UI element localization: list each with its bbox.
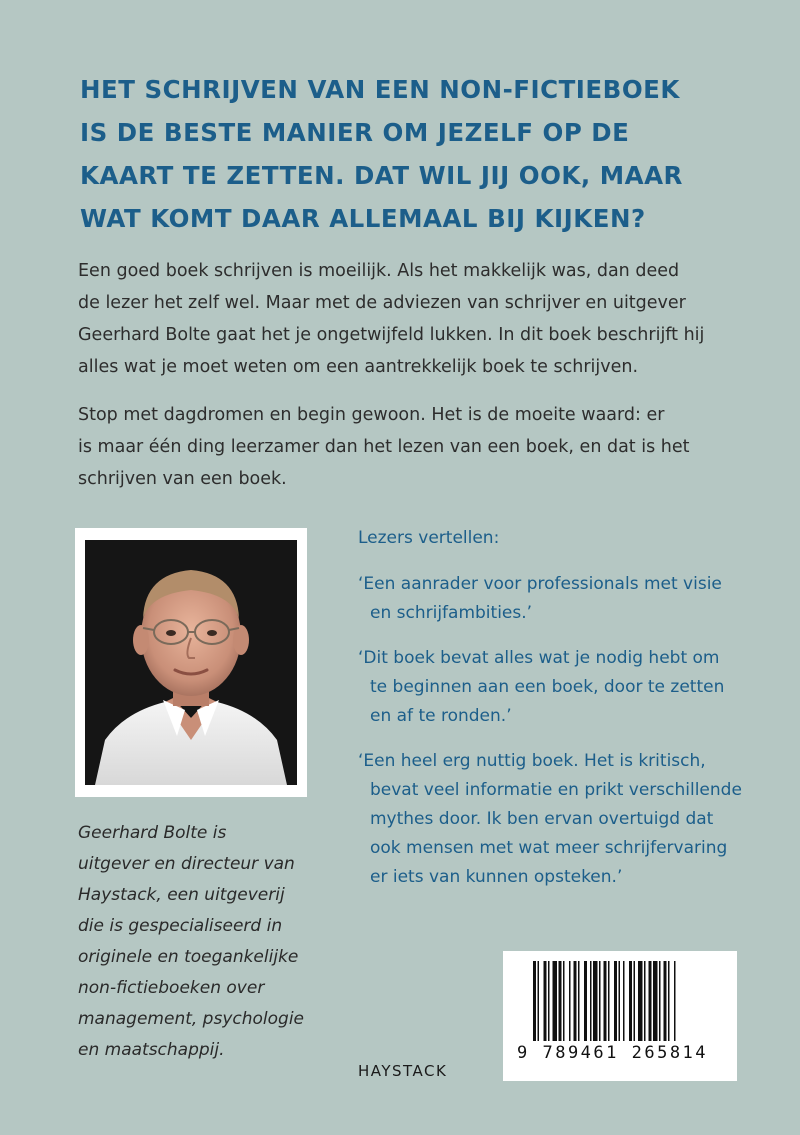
review-quote: [358, 570, 768, 628]
blurb: [78, 255, 758, 511]
headline-line: IS DE BESTE MANIER OM JEZELF OP DE: [80, 118, 630, 147]
barcode-bars: [533, 961, 713, 1041]
review-line: bevat veel informatie en prikt verschillende: [370, 780, 742, 800]
blurb-paragraph-1: [78, 255, 758, 383]
author-bio-line: management, psychologie: [78, 1009, 305, 1029]
blurb-paragraph-2: [78, 399, 758, 495]
blurb-line: de lezer het zelf wel. Maar met de adviezen van schrijver en uitgever: [78, 293, 686, 313]
headline-line: KAART TE ZETTEN. DAT WIL JIJ OOK, MAAR: [80, 161, 683, 190]
reader-reviews: [358, 524, 768, 908]
review-line: en schrijfambities.’: [370, 603, 533, 623]
isbn-number: 9 789461 265814: [517, 1043, 709, 1063]
headline-line: WAT KOMT DAAR ALLEMAAL BIJ KIJKEN?: [80, 204, 646, 233]
author-bio: [78, 818, 328, 1066]
author-bio-line: Geerhard Bolte is: [78, 823, 227, 843]
headline-line: HET SCHRIJVEN VAN EEN NON-FICTIEBOEK: [80, 75, 680, 104]
author-bio-line: uitgever en directeur van: [78, 854, 295, 874]
review-line: en af te ronden.’: [370, 706, 512, 726]
blurb-line: Een goed boek schrijven is moeilijk. Als het makkelijk was, dan deed: [78, 261, 680, 281]
author-photo: [85, 540, 297, 785]
review-quote: [358, 747, 768, 892]
review-line: ‘Een aanrader voor professionals met visie: [358, 574, 722, 594]
review-line: te beginnen aan een boek, door te zetten: [370, 677, 725, 697]
author-bio-line: Haystack, een uitgeverij: [78, 885, 285, 905]
isbn-barcode: [503, 951, 737, 1081]
blurb-line: alles wat je moet weten om een aantrekkelijk boek te schrijven.: [78, 357, 639, 377]
blurb-line: schrijven van een boek.: [78, 469, 287, 489]
author-photo-frame: [75, 528, 307, 797]
review-line: ‘Een heel erg nuttig boek. Het is kritisch,: [358, 751, 706, 771]
review-line: mythes door. Ik ben ervan overtuigd dat: [370, 809, 714, 829]
author-bio-line: non-fictieboeken over: [78, 978, 265, 998]
review-line: er iets van kunnen opsteken.’: [370, 867, 623, 887]
review-line: ‘Dit boek bevat alles wat je nodig hebt om: [358, 648, 720, 668]
author-bio-line: die is gespecialiseerd in: [78, 916, 283, 936]
author-bio-line: en maatschappij.: [78, 1040, 225, 1060]
headline: [80, 68, 760, 240]
review-quote: [358, 644, 768, 731]
author-bio-line: originele en toegankelijke: [78, 947, 299, 967]
review-line: ook mensen met wat meer schrijfervaring: [370, 838, 728, 858]
blurb-line: Geerhard Bolte gaat het je ongetwijfeld lukken. In dit boek beschrijft hij: [78, 325, 705, 345]
blurb-line: Stop met dagdromen en begin gewoon. Het is de moeite waard: er: [78, 405, 665, 425]
blurb-line: is maar één ding leerzamer dan het lezen van een boek, en dat is het: [78, 437, 690, 457]
publisher-logo: HAYSTACK: [358, 1062, 448, 1080]
author-portrait-illustration: [85, 540, 297, 785]
reviews-heading: Lezers vertellen:: [358, 528, 500, 548]
